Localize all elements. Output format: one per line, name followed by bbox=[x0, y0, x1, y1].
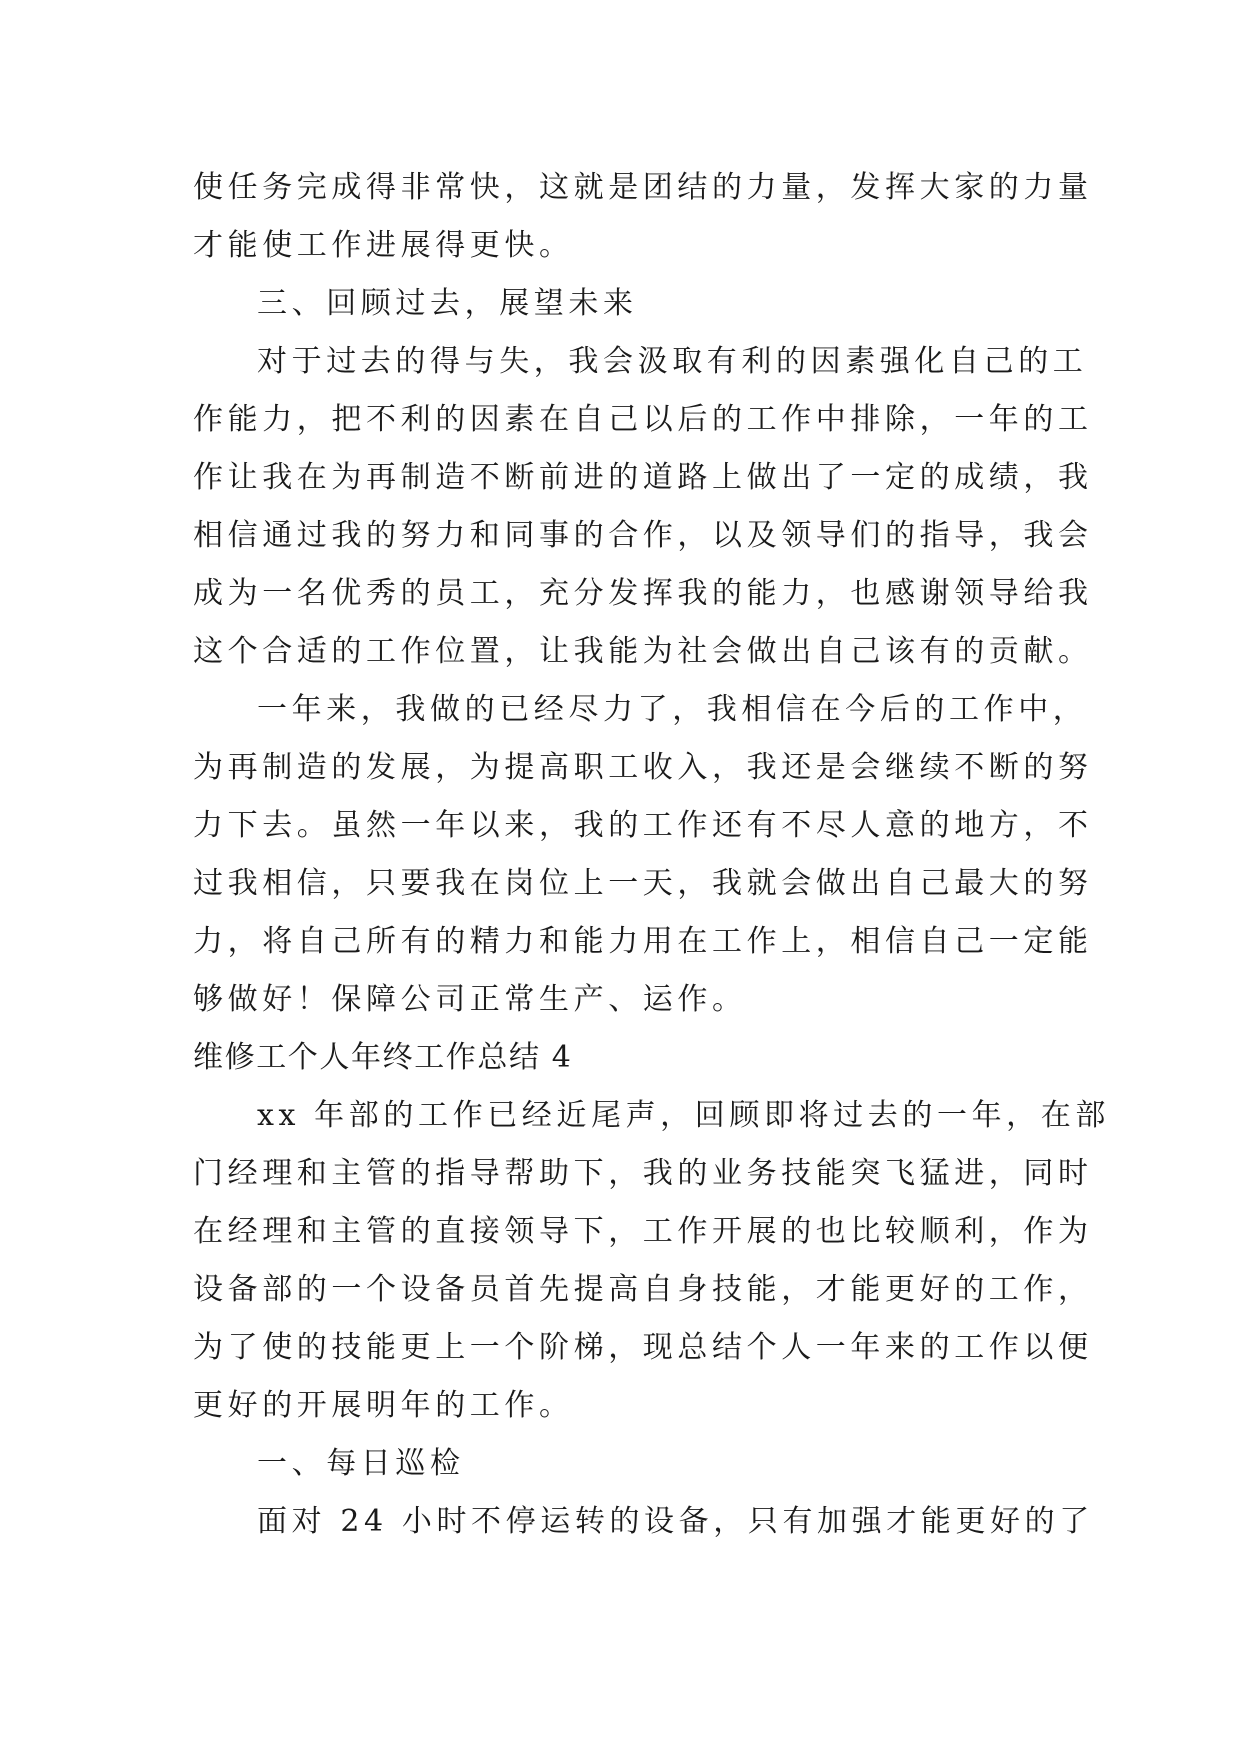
body-text-line: 为了使的技能更上一个阶梯，现总结个人一年来的工作以便 bbox=[193, 1330, 1093, 1365]
body-text-line: 这个合适的工作位置，让我能为社会做出自己该有的贡献。 bbox=[193, 634, 1093, 669]
body-text-line: 成为一名优秀的员工，充分发挥我的能力，也感谢领导给我 bbox=[193, 576, 1093, 611]
body-text-line: 一年来，我做的已经尽力了，我相信在今后的工作中， bbox=[257, 692, 1088, 727]
body-text-line: 面对 24 小时不停运转的设备，只有加强才能更好的了 bbox=[257, 1504, 1094, 1539]
body-text-line: 作能力，把不利的因素在自己以后的工作中排除，一年的工 bbox=[193, 402, 1093, 437]
body-text-line: 使任务完成得非常快，这就是团结的力量，发挥大家的力量 bbox=[193, 170, 1093, 205]
body-text-line: 力，将自己所有的精力和能力用在工作上，相信自己一定能 bbox=[193, 924, 1093, 959]
body-text-line: 相信通过我的努力和同事的合作，以及领导们的指导，我会 bbox=[193, 518, 1093, 553]
body-text-line: 更好的开展明年的工作。 bbox=[193, 1388, 574, 1423]
body-text-line: xx 年部的工作已经近尾声，回顾即将过去的一年，在部 bbox=[257, 1098, 1110, 1133]
section-heading: 三、回顾过去，展望未来 bbox=[257, 286, 638, 321]
body-text-line: 为再制造的发展，为提高职工收入，我还是会继续不断的努 bbox=[193, 750, 1093, 785]
body-text-line: 设备部的一个设备员首先提高自身技能，才能更好的工作， bbox=[193, 1272, 1093, 1307]
section-heading: 一、每日巡检 bbox=[257, 1446, 465, 1481]
body-text-line: 作让我在为再制造不断前进的道路上做出了一定的成绩，我 bbox=[193, 460, 1093, 495]
document-title: 维修工个人年终工作总结 4 bbox=[193, 1040, 573, 1075]
body-text-line: 在经理和主管的直接领导下，工作开展的也比较顺利，作为 bbox=[193, 1214, 1093, 1249]
body-text-line: 过我相信，只要我在岗位上一天，我就会做出自己最大的努 bbox=[193, 866, 1093, 901]
body-text-line: 够做好！保障公司正常生产、运作。 bbox=[193, 982, 747, 1017]
body-text-line: 对于过去的得与失，我会汲取有利的因素强化自己的工 bbox=[257, 344, 1088, 379]
body-text-line: 才能使工作进展得更快。 bbox=[193, 228, 574, 263]
body-text-line: 力下去。虽然一年以来，我的工作还有不尽人意的地方，不 bbox=[193, 808, 1093, 843]
body-text-line: 门经理和主管的指导帮助下，我的业务技能突飞猛进，同时 bbox=[193, 1156, 1093, 1191]
